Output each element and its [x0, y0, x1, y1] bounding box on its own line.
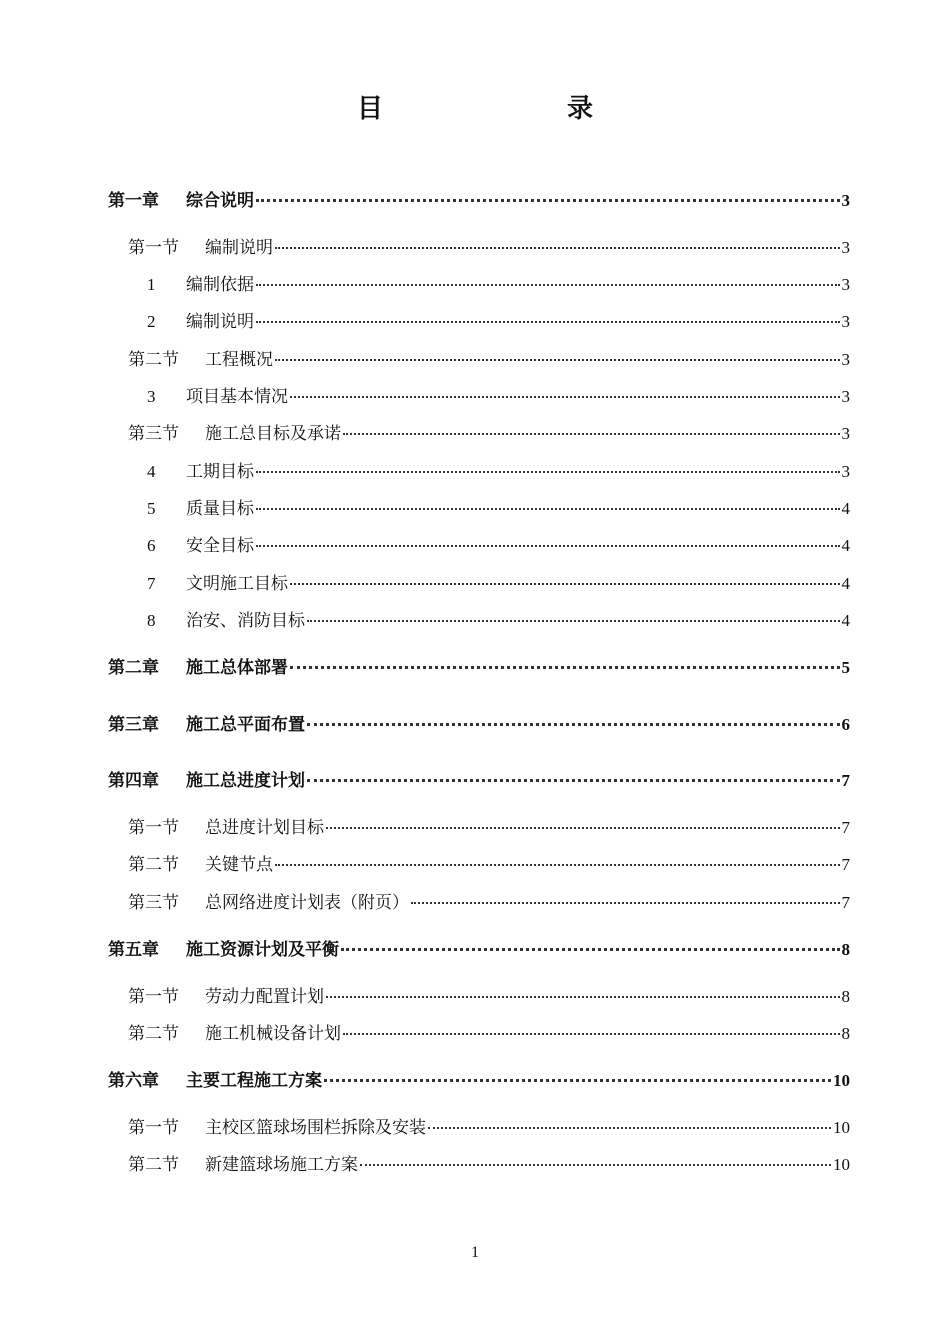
toc-entry-number: 8	[147, 611, 156, 630]
toc-entry-page: 3	[841, 275, 850, 294]
toc-entry-page: 10	[833, 1118, 850, 1137]
toc-entry-page: 3	[841, 238, 850, 257]
toc-chapter-entry[interactable]	[108, 770, 850, 792]
toc-chapter-entry[interactable]	[108, 190, 850, 212]
toc-entry-page: 8	[841, 1024, 850, 1043]
toc-chapter-entry[interactable]	[108, 714, 850, 736]
toc-entry-number: 第五章	[108, 940, 159, 959]
toc-entry-page: 4	[841, 611, 850, 630]
leader-dots	[290, 583, 840, 585]
toc-entry-label: 编制说明	[205, 238, 273, 258]
toc-chapter-entry[interactable]	[108, 1070, 850, 1092]
toc-entry-number: 第二章	[108, 658, 159, 677]
toc-entry-number: 第一节	[128, 238, 179, 257]
toc-entry-number: 第二节	[128, 1024, 179, 1043]
leader-dots	[290, 666, 840, 669]
toc-entry-page: 3	[841, 462, 850, 481]
toc-entry-number: 第三节	[128, 893, 179, 912]
toc-section-entry[interactable]	[128, 986, 850, 1008]
toc-entry-label: 治安、消防目标	[186, 611, 305, 631]
toc-entry-page: 7	[841, 818, 850, 837]
toc-entry-number: 第一节	[128, 1118, 179, 1137]
toc-item-entry[interactable]	[147, 461, 850, 483]
toc-entry-number: 第二节	[128, 350, 179, 369]
toc-title: 目 录	[356, 94, 637, 124]
toc-entry-label: 施工总目标及承诺	[205, 424, 341, 444]
toc-chapter-entry[interactable]	[108, 657, 850, 679]
toc-entry-label: 主要工程施工方案	[186, 1071, 322, 1091]
toc-entry-page: 4	[841, 536, 850, 555]
leader-dots	[256, 471, 840, 473]
toc-entry-number: 第四章	[108, 771, 159, 790]
toc-entry-page: 7	[841, 855, 850, 874]
toc-entry-page: 8	[841, 940, 850, 959]
leader-dots	[275, 864, 840, 866]
leader-dots	[275, 359, 840, 361]
leader-dots	[360, 1164, 831, 1166]
toc-entry-label: 总进度计划目标	[205, 818, 324, 838]
toc-entry-page: 8	[841, 987, 850, 1006]
toc-entry-label: 劳动力配置计划	[205, 987, 324, 1007]
leader-dots	[428, 1127, 831, 1129]
toc-section-entry[interactable]	[128, 237, 850, 259]
toc-entry-number: 第一章	[108, 191, 159, 210]
toc-entry-number: 第三章	[108, 715, 159, 734]
toc-item-entry[interactable]	[147, 498, 850, 520]
toc-entry-page: 7	[841, 893, 850, 912]
toc-item-entry[interactable]	[147, 573, 850, 595]
toc-entry-label: 关键节点	[205, 855, 273, 875]
toc-entry-label: 施工总平面布置	[186, 715, 305, 735]
toc-entry-page: 5	[841, 658, 850, 677]
leader-dots	[256, 284, 840, 286]
toc-entry-label: 工期目标	[186, 462, 254, 482]
toc-entry-label: 施工总进度计划	[186, 771, 305, 791]
toc-entry-page: 3	[841, 424, 850, 443]
toc-entry-label: 项目基本情况	[186, 387, 288, 407]
toc-entry-number: 3	[147, 387, 156, 406]
toc-entry-page: 3	[841, 312, 850, 331]
toc-entry-label: 总网络进度计划表（附页）	[205, 893, 409, 913]
toc-entry-number: 第二节	[128, 1155, 179, 1174]
toc-entry-label: 工程概况	[205, 350, 273, 370]
toc-entry-page: 7	[841, 771, 850, 790]
toc-item-entry[interactable]	[147, 535, 850, 557]
toc-section-entry[interactable]	[128, 854, 850, 876]
toc-item-entry[interactable]	[147, 274, 850, 296]
toc-entry-page: 4	[841, 574, 850, 593]
page-number: 1	[471, 1244, 479, 1261]
toc-entry-page: 10	[833, 1155, 850, 1174]
leader-dots	[343, 1033, 840, 1035]
toc-entry-label: 新建篮球场施工方案	[205, 1155, 358, 1175]
leader-dots	[256, 199, 840, 202]
toc-entry-number: 第六章	[108, 1071, 159, 1090]
toc-entry-number: 第一节	[128, 987, 179, 1006]
toc-section-entry[interactable]	[128, 1023, 850, 1045]
toc-entry-number: 第一节	[128, 818, 179, 837]
leader-dots	[256, 321, 840, 323]
toc-item-entry[interactable]	[147, 610, 850, 632]
leader-dots	[343, 433, 840, 435]
toc-entry-number: 7	[147, 574, 156, 593]
toc-entry-label: 安全目标	[186, 536, 254, 556]
leader-dots	[326, 996, 840, 998]
toc-entry-number: 4	[147, 462, 156, 481]
toc-item-entry[interactable]	[147, 386, 850, 408]
leader-dots	[411, 902, 840, 904]
leader-dots	[307, 779, 840, 782]
toc-chapter-entry[interactable]	[108, 939, 850, 961]
toc-entry-page: 10	[833, 1071, 850, 1090]
toc-entry-label: 综合说明	[186, 191, 254, 211]
toc-entry-label: 施工资源计划及平衡	[186, 940, 339, 960]
toc-entry-page: 6	[841, 715, 850, 734]
toc-entry-page: 4	[841, 499, 850, 518]
leader-dots	[290, 396, 840, 398]
leader-dots	[307, 620, 840, 622]
toc-entry-page: 3	[841, 191, 850, 210]
leader-dots	[275, 247, 840, 249]
toc-entry-number: 6	[147, 536, 156, 555]
leader-dots	[256, 545, 840, 547]
leader-dots	[256, 508, 840, 510]
toc-entry-label: 主校区篮球场围栏拆除及安装	[205, 1118, 426, 1138]
toc-entry-label: 文明施工目标	[186, 574, 288, 594]
toc-entry-label: 质量目标	[186, 499, 254, 519]
toc-entry-page: 3	[841, 350, 850, 369]
leader-dots	[326, 827, 840, 829]
leader-dots	[324, 1079, 831, 1082]
toc-entry-label: 施工总体部署	[186, 658, 288, 678]
toc-entry-label: 编制说明	[186, 312, 254, 332]
toc-entry-number: 第三节	[128, 424, 179, 443]
toc-entry-number: 1	[147, 275, 156, 294]
toc-entry-number: 2	[147, 312, 156, 331]
toc-section-entry[interactable]	[128, 1117, 850, 1139]
toc-section-entry[interactable]	[128, 892, 850, 914]
leader-dots	[307, 723, 840, 726]
toc-section-entry[interactable]	[128, 349, 850, 371]
toc-entry-page: 3	[841, 387, 850, 406]
toc-section-entry[interactable]	[128, 817, 850, 839]
toc-entry-number: 5	[147, 499, 156, 518]
toc-entry-label: 施工机械设备计划	[205, 1024, 341, 1044]
toc-entry-label: 编制依据	[186, 275, 254, 295]
toc-section-entry[interactable]	[128, 423, 850, 445]
toc-section-entry[interactable]	[128, 1154, 850, 1176]
leader-dots	[341, 948, 840, 951]
toc-entry-number: 第二节	[128, 855, 179, 874]
toc-item-entry[interactable]	[147, 311, 850, 333]
